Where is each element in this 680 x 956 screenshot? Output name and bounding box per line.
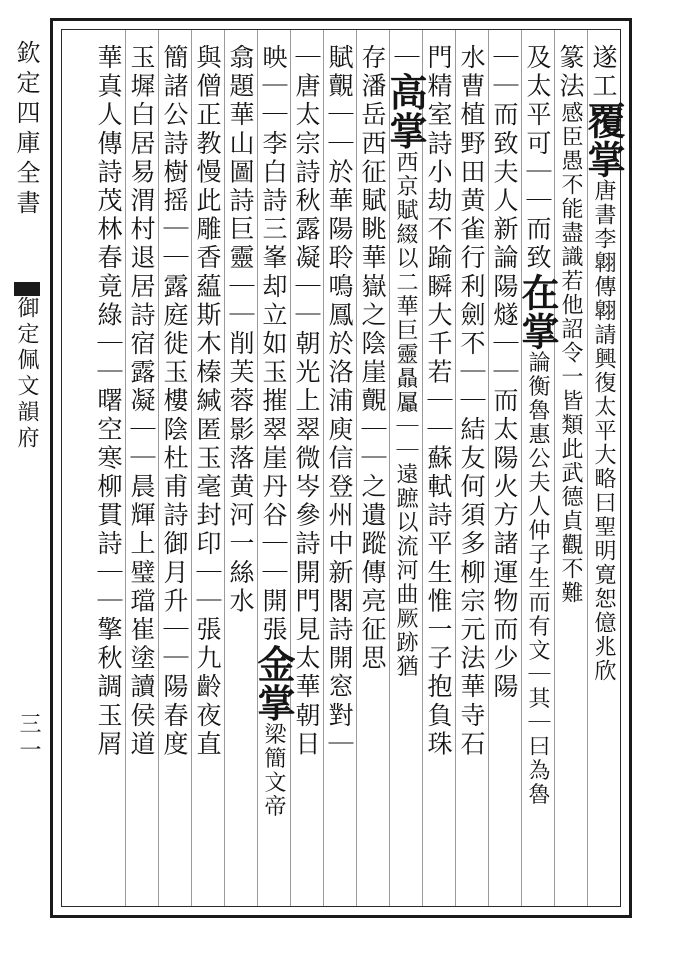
column-13 — [191, 30, 224, 906]
col13-text: 與僧正教慢此雕香藴斯木榛緘匿玉毫封印｜｜張九齡夜直 — [193, 44, 222, 759]
col4-text: ｜｜而致夫人新論陽燧｜｜而太陽火方諸運物而少陽 — [490, 44, 519, 702]
col7-note: 西京賦綴以二華巨靈贔屭｜｜遠蹠以流河曲厥跡猶 — [393, 150, 418, 679]
col1-note: 唐書李翺傳翺請興復太平大略曰聖明寛恕億兆欣 — [591, 179, 616, 684]
col1-text: 遂工 — [589, 44, 618, 102]
col15-text: 玉墀白居易渭村退居詩宿露凝｜｜晨輝上璧璫崔塗讀侯道 — [127, 44, 156, 759]
column-4 — [488, 30, 521, 906]
col8-text: 存潘岳西征賦眺華嶽之陰崖覿｜｜之遺蹤傳亮征思 — [358, 44, 387, 674]
col6-text: 門精室詩小劫不踰瞬大千若｜｜蘇軾詩平生惟一子抱負珠 — [424, 44, 453, 759]
sub-title: 御定佩文韻府 — [14, 296, 39, 452]
col5-text: 水曹植野田黄雀行利劍不｜｜結友何須多柳宗元法華寺石 — [457, 44, 486, 759]
col7-text: ｜ — [391, 44, 420, 73]
column-10 — [290, 30, 323, 906]
column-3 — [515, 30, 560, 906]
margin-book-title — [6, 40, 46, 220]
column-2 — [554, 30, 587, 906]
fish-tail-mark — [14, 282, 40, 296]
col16-text: 華真人傳詩茂林春竟綠｜｜曙空寒柳貫詩｜｜擎秋調玉屑 — [94, 44, 123, 759]
col3-note: 論衡魯惠公夫人仲子生而有文｜其｜曰為魯 — [525, 350, 550, 807]
col2-note: 感臣愚不能盡識若他詔令一皆類此武德貞觀不難 — [558, 101, 583, 606]
page-number — [8, 712, 44, 764]
book-title: 欽定四庫全書 — [12, 40, 40, 220]
margin-sub-title — [12, 296, 42, 452]
column-1 — [581, 30, 626, 906]
column-6 — [422, 30, 455, 906]
col11-note: 梁簡文帝 — [261, 722, 286, 819]
column-8 — [356, 30, 389, 906]
col9-text: 賦覿｜｜於華陽聆鳴鳳於洛浦庾信登州中新閣詩開窓對｜ — [325, 44, 354, 759]
column-5 — [455, 30, 488, 906]
col11-text: 映｜｜李白詩三峯却立如玉摧翠崖丹谷｜｜開張 — [259, 44, 288, 645]
col3-head: 在掌 — [515, 272, 560, 351]
col11-head: 金掌 — [251, 644, 296, 723]
col3-text: 及太平可｜｜而致 — [523, 44, 552, 273]
col12-text: 翕題華山圖詩巨靈｜｜削芙蓉影落黄河一絲水 — [226, 44, 255, 616]
text-area — [61, 29, 626, 907]
col2-text: 篆法 — [556, 44, 585, 102]
column-16 — [92, 30, 125, 906]
column-15 — [125, 30, 158, 906]
col7-head: 高掌 — [383, 72, 428, 151]
col10-text: ｜唐太宗詩秋露凝｜｜朝光上翠微岑參詩開門見太華朝日 — [292, 44, 321, 759]
col1-head: 覆掌 — [581, 101, 626, 180]
page-frame — [50, 18, 632, 918]
col14-text: 簡諸公詩樹摇｜｜露庭徙玉樓陰杜甫詩御月升｜｜陽春度 — [160, 44, 189, 759]
column-7 — [383, 30, 428, 906]
column-14 — [158, 30, 191, 906]
page-number-text: 三一 — [16, 712, 41, 764]
column-9 — [323, 30, 356, 906]
column-11 — [251, 30, 296, 906]
column-12 — [224, 30, 257, 906]
